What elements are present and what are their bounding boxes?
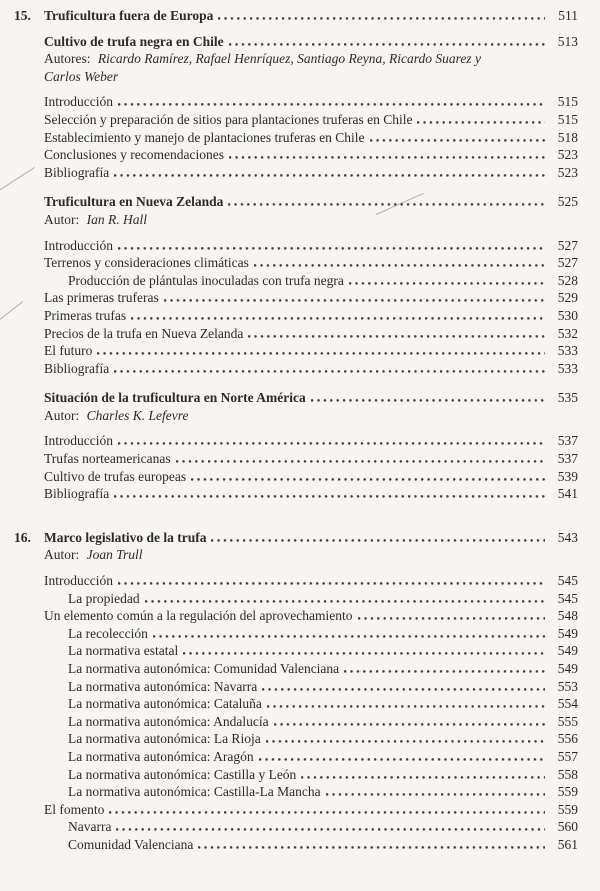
dot-leader	[116, 828, 545, 831]
toc-entry	[44, 289, 578, 307]
toc-entry	[44, 111, 578, 129]
toc-entry	[68, 836, 578, 854]
toc-list	[14, 7, 578, 854]
page-number: 549	[557, 625, 578, 641]
dot-leader	[118, 247, 545, 250]
entry-label: Bibliografía	[44, 164, 110, 180]
page-number: 527	[557, 237, 578, 253]
dot-leader	[344, 670, 545, 673]
toc-entry	[68, 695, 578, 713]
toc-entry	[68, 713, 578, 731]
entry-label: Bibliografía	[44, 360, 110, 376]
page-number: 548	[557, 608, 578, 624]
toc-entry	[44, 468, 578, 486]
toc-entry	[44, 450, 578, 468]
chapter-number: 16.	[14, 529, 31, 545]
toc-entry	[44, 801, 578, 819]
entry-label: Precios de la trufa en Nueva Zelanda	[44, 325, 244, 341]
toc-entry	[44, 342, 578, 360]
author-names: Charles K. Lefevre	[86, 407, 189, 423]
dot-leader	[211, 539, 545, 542]
toc-entry	[68, 748, 578, 766]
page-number: 545	[557, 590, 578, 606]
toc-entry	[68, 766, 578, 784]
entry-label: La normativa autonómica: Aragón	[68, 748, 254, 764]
toc-entry	[44, 50, 504, 85]
entry-label: El fomento	[44, 801, 105, 817]
entry-label: Navarra	[68, 819, 112, 835]
page-number: 559	[557, 784, 578, 800]
entry-label: Cultivo de trufa negra en Chile	[44, 33, 224, 49]
page-number: 523	[557, 164, 578, 180]
dot-leader	[109, 811, 545, 814]
page-number: 555	[557, 713, 578, 729]
entry-label: Truficultura en Nueva Zelanda	[44, 194, 224, 210]
author-names: Ian R. Hall	[86, 211, 147, 227]
entry-label: Situación de la truficultura en Norte América	[44, 390, 306, 406]
dot-leader	[259, 758, 545, 761]
page-number: 529	[557, 290, 578, 306]
toc-entry	[68, 678, 578, 696]
dot-leader	[228, 203, 545, 206]
toc-entry	[44, 572, 578, 590]
dot-leader	[311, 399, 545, 402]
author-names: Joan Trull	[86, 547, 143, 563]
dot-leader	[267, 705, 545, 708]
toc-entry	[14, 529, 578, 547]
author-prefix: Autores:	[44, 51, 91, 67]
dot-leader	[145, 600, 545, 603]
dot-leader	[118, 103, 545, 106]
dot-leader	[248, 335, 545, 338]
entry-label: Introducción	[44, 573, 113, 589]
entry-label: Selección y preparación de sitios para plantaciones truferas en Chile	[44, 111, 413, 127]
toc-entry	[44, 389, 578, 407]
toc-entry	[68, 730, 578, 748]
dot-leader	[97, 352, 545, 355]
toc-entry	[44, 360, 578, 378]
entry-label: Trufas norteamericanas	[44, 451, 171, 467]
page-number: 533	[557, 343, 578, 359]
toc-entry	[44, 607, 578, 625]
dot-leader	[370, 139, 545, 142]
entry-label: Introducción	[44, 433, 113, 449]
page-number: 533	[557, 360, 578, 376]
page-number: 558	[557, 766, 578, 782]
entry-label: La normativa autonómica: La Rioja	[68, 731, 261, 747]
entry-label: Introducción	[44, 94, 113, 110]
dot-leader	[349, 282, 545, 285]
dot-leader	[118, 442, 545, 445]
dot-leader	[176, 460, 545, 463]
toc-entry	[44, 307, 578, 325]
toc-entry	[44, 93, 578, 111]
toc-entry	[44, 211, 504, 229]
page-number: 527	[557, 255, 578, 271]
page-number: 541	[557, 486, 578, 502]
entry-label: El futuro	[44, 343, 93, 359]
entry-label: Conclusiones y recomendaciones	[44, 147, 224, 163]
entry-label: La normativa estatal	[68, 643, 179, 659]
page-number: 537	[557, 451, 578, 467]
toc-entry	[44, 407, 504, 425]
page-number: 545	[557, 573, 578, 589]
page-number: 511	[558, 8, 578, 23]
page-number: 549	[557, 661, 578, 676]
author-prefix: Autor:	[44, 407, 80, 423]
page-number: 554	[557, 696, 578, 712]
dot-leader	[114, 174, 545, 177]
dot-leader	[274, 723, 545, 726]
toc-entry	[44, 325, 578, 343]
dot-leader	[358, 617, 545, 620]
toc-entry	[68, 642, 578, 660]
entry-label: Producción de plántulas inoculadas con trufa negra	[68, 272, 344, 288]
entry-label: La normativa autonómica: Andalucía	[68, 713, 269, 729]
toc-entry	[14, 7, 578, 25]
entry-label: La normativa autonómica: Castilla-La Mancha	[68, 784, 321, 800]
dot-leader	[131, 317, 545, 320]
entry-label: La normativa autonómica: Castilla y León	[68, 766, 297, 782]
page-number: 532	[557, 325, 578, 341]
page-number: 530	[557, 307, 578, 323]
entry-label: Introducción	[44, 237, 113, 253]
toc-entry	[68, 590, 578, 608]
page-number: 525	[557, 194, 578, 210]
author-prefix: Autor:	[44, 547, 80, 563]
entry-label: Cultivo de trufas europeas	[44, 468, 187, 484]
toc-entry	[44, 146, 578, 164]
toc-entry	[44, 546, 504, 564]
dot-leader	[164, 299, 545, 302]
page-number: 535	[557, 390, 578, 406]
page-number: 528	[557, 272, 578, 288]
entry-label: Marco legislativo de la trufa	[44, 529, 207, 545]
page-number: 549	[557, 643, 578, 659]
page-number: 561	[557, 836, 578, 852]
dot-leader	[118, 582, 545, 585]
entry-label: La normativa autonómica: Navarra	[68, 678, 258, 694]
page-number: 518	[557, 129, 578, 145]
dot-leader	[114, 495, 545, 498]
page-number: 556	[557, 731, 578, 747]
toc-entry	[44, 254, 578, 272]
entry-label: La recolección	[68, 625, 148, 641]
page-number: 523	[557, 147, 578, 163]
page-number: 559	[557, 801, 578, 817]
entry-label: Un elemento común a la regulación del aprovechamiento	[44, 608, 353, 624]
entry-label: Establecimiento y manejo de plantaciones truferas en Chile	[44, 129, 365, 145]
page-number: 543	[557, 529, 578, 545]
dot-leader	[153, 635, 545, 638]
dot-leader	[266, 740, 545, 743]
page-number: 539	[557, 468, 578, 484]
dot-leader	[183, 652, 545, 655]
entry-label: Truficultura fuera de Europa	[44, 8, 214, 23]
toc-entry	[44, 485, 578, 503]
entry-label: Comunidad Valenciana	[68, 836, 194, 852]
author-prefix: Autor:	[44, 211, 80, 227]
toc-entry	[68, 660, 578, 678]
entry-label: Bibliografía	[44, 486, 110, 502]
dot-leader	[229, 156, 545, 159]
dot-leader	[417, 121, 545, 124]
toc-entry	[68, 783, 578, 801]
toc-entry	[44, 129, 578, 147]
entry-label: La propiedad	[68, 590, 140, 606]
page-number: 515	[557, 111, 578, 127]
dot-leader	[229, 43, 545, 46]
chapter-number: 15.	[14, 8, 31, 23]
page-number: 557	[557, 748, 578, 764]
toc-entry	[44, 33, 578, 51]
toc-entry	[44, 237, 578, 255]
toc-entry	[68, 625, 578, 643]
toc-entry	[68, 818, 578, 836]
page-number: 537	[557, 433, 578, 449]
toc-entry	[44, 432, 578, 450]
toc-entry	[44, 164, 578, 182]
entry-label: Las primeras truferas	[44, 290, 159, 306]
page-number: 513	[557, 33, 578, 49]
dot-leader	[198, 846, 545, 849]
dot-leader	[114, 370, 545, 373]
dot-leader	[301, 776, 545, 779]
dot-leader	[262, 688, 545, 691]
toc-entry	[44, 193, 578, 211]
page-number: 515	[557, 94, 578, 110]
entry-label: Terrenos y consideraciones climáticas	[44, 255, 249, 271]
dot-leader	[191, 478, 545, 481]
entry-label: La normativa autonómica: Comunidad Valenciana	[68, 661, 340, 676]
page-number: 553	[557, 678, 578, 694]
dot-leader	[218, 17, 545, 20]
author-names: Ricardo Ramírez, Rafael Henríquez, Santiago Reyna, Ricardo Suarez y Carlos Weber	[44, 51, 481, 84]
toc-entry	[68, 272, 578, 290]
dot-leader	[326, 793, 545, 796]
page-number: 560	[557, 819, 578, 835]
dot-leader	[254, 264, 545, 267]
entry-label: La normativa autonómica: Cataluña	[68, 696, 262, 712]
entry-label: Primeras trufas	[44, 307, 127, 323]
